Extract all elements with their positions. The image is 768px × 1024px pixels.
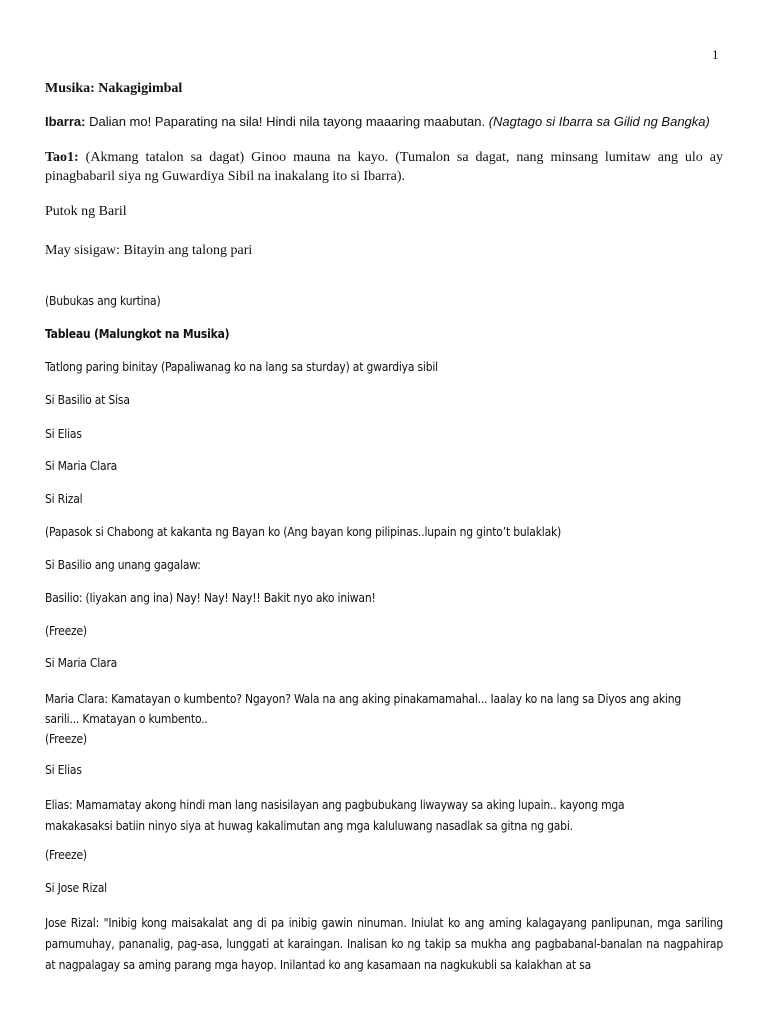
elias-text-line: makakasaksi batiin ninyo siya at huwag kakalimutan ang mga kaluluwang nasadlak sa gitna ng gabi. [45, 819, 573, 833]
maria-clara-text-line: sarili... Kmatayan o kumbento.. [45, 712, 208, 726]
freeze-cue: (Freeze) [45, 624, 87, 638]
maria-clara-dialogue [45, 689, 723, 749]
tao1-dialogue [45, 148, 723, 186]
basilio-first-moves: Si Basilio ang unang gagalaw: [45, 558, 201, 572]
page-number: 1 [712, 47, 719, 62]
maria-clara-label: Si Maria Clara [45, 459, 118, 473]
gunshot-cue: Putok ng Baril [45, 204, 127, 219]
ibarra-stage-direction: (Nagtago si Ibarra sa Gilid ng Bangka) [488, 114, 710, 129]
maria-clara-text-line: Maria Clara: Kamatayan o kumbento? Ngayon? Wala na ang aking pinakamamahal... Iaalay ko na lang sa Diyos ang aking [45, 692, 682, 706]
basilio-dialogue: Basilio: (Iiyakan ang ina) Nay! Nay! Nay!! Bakit nyo ako iniwan! [45, 591, 376, 605]
speaker-tao1: Tao1: [45, 150, 79, 165]
elias-label: Si Elias [45, 427, 82, 441]
jose-rizal-dialogue: Jose Rizal: "Inibig kong maisakalat ang di pa inibig gawin ninuman. Iniulat ko ang aming kalagayang panlipunan, mga sariling pamumuhay, pananalig, pag-asa, lunggati at karaingan. Inalisan ko ng takip sa mukha ang pagbabanal-banalan na nagpahirap at nagpalagay sa aming parang mga hayop. Inilantad ko ang kasamaan na nagkukubli sa kalakhan at sa [45, 916, 723, 972]
maria-clara-label: Si Maria Clara [45, 656, 118, 670]
jose-rizal-label: Si Jose Rizal [45, 881, 107, 895]
freeze-cue: (Freeze) [45, 732, 87, 746]
ibarra-dialogue [45, 114, 723, 129]
tao1-text: (Akmang tatalon sa dagat) Ginoo mauna na kayo. (Tumalon sa dagat, nang minsang lumitaw ang ulo ay pinagbabaril siya ng Guwardiya Sibil na inakalang ito si Ibarra). [45, 150, 723, 184]
elias-dialogue [45, 795, 723, 837]
shout-cue: May sisigaw: Bitayin ang talong pari [45, 243, 253, 258]
rizal-label: Si Rizal [45, 492, 83, 506]
elias-label: Si Elias [45, 763, 82, 777]
basilio-sisa-label: Si Basilio at Sisa [45, 393, 130, 407]
tableau-heading: Tableau (Malungkot na Musika) [45, 327, 230, 341]
ibarra-text: Dalian mo! Paparating na sila! Hindi nila tayong maaaring maabutan. [85, 114, 489, 129]
elias-text-line: Elias: Mamamatay akong hindi man lang nasisilayan ang pagbubukang liwayway sa aking lupain.. kayong mga [45, 798, 625, 812]
music-heading: Musika: Nakagigimbal [45, 81, 183, 96]
three-priests-line: Tatlong paring binitay (Papaliwanag ko na lang sa sturday) at gwardiya sibil [45, 360, 438, 374]
freeze-cue: (Freeze) [45, 848, 87, 862]
curtain-opens: (Bubukas ang kurtina) [45, 294, 161, 308]
speaker-ibarra: Ibarra: [45, 114, 86, 129]
chabong-enters: (Papasok si Chabong at kakanta ng Bayan ko (Ang bayan kong pilipinas..lupain ng ginto’t bulaklak) [45, 525, 562, 539]
